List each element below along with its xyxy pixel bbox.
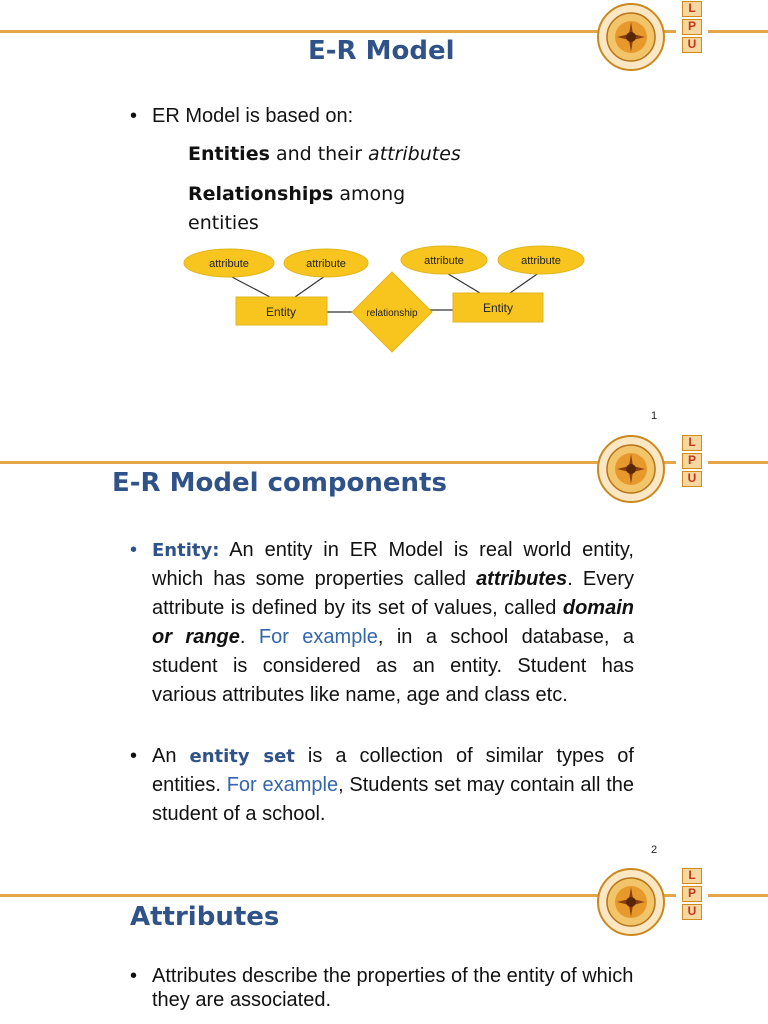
attribute-label: attribute	[306, 258, 346, 270]
header-rule-segment	[708, 30, 768, 33]
university-seal-icon	[596, 868, 666, 937]
body-text: , in a school database, a student is considered as an entity. Student has various attributes like name, age and class etc.	[152, 626, 634, 706]
sub-text: among	[333, 183, 406, 205]
body-text: .	[239, 626, 259, 648]
bullet-dot: •	[130, 539, 138, 561]
bullet-dot: •	[130, 745, 138, 767]
attribute-label: attribute	[424, 255, 464, 267]
body-text: . Every attribute is defined by its set of values, called	[152, 568, 634, 619]
relationship-label: relationship	[366, 308, 418, 319]
bullet-item-entity	[130, 536, 634, 710]
connector-line	[445, 272, 480, 293]
page-number: 1	[651, 410, 658, 422]
lpu-letter: L	[682, 868, 702, 884]
slide-title: Attributes	[130, 902, 280, 932]
connector-line	[295, 276, 325, 297]
attribute-label: attribute	[521, 255, 561, 267]
header-rule	[0, 30, 598, 33]
lpu-logo	[682, 868, 702, 922]
lpu-letter: P	[682, 19, 702, 35]
slide-title: E-R Model components	[112, 468, 447, 498]
header-rule-segment	[708, 894, 768, 897]
page-number: 2	[651, 844, 658, 856]
lpu-logo	[682, 1, 702, 55]
bullet-text: ER Model is based on:	[152, 105, 354, 127]
body-text: An	[152, 745, 190, 767]
sub-text: entities	[188, 212, 259, 234]
bullet-item	[130, 964, 652, 1012]
body-text: , Students set may contain all the student of a school.	[152, 774, 634, 825]
sub-bold: Entities	[188, 143, 270, 165]
sub-bold: Relationships	[188, 183, 334, 205]
bullet-dot: •	[130, 105, 138, 127]
body-text: is a collection of similar types of entities.	[152, 745, 634, 796]
entity-label: Entity	[482, 301, 514, 315]
body-text: An entity in ER Model is real world entity, which has some properties called	[152, 539, 634, 590]
bullet-dot: •	[130, 965, 138, 987]
keyword: Entity:	[152, 540, 220, 561]
slide-3	[0, 868, 768, 1024]
emphasis: domain or range	[152, 597, 634, 648]
slide-2	[0, 434, 768, 868]
entity-label: Entity	[265, 305, 297, 319]
slide-1	[0, 0, 768, 434]
sub-text: and their	[269, 143, 369, 165]
lpu-letter: P	[682, 886, 702, 902]
bullet-item-entity-set	[130, 742, 634, 829]
header-rule	[0, 461, 598, 464]
emphasis: attributes	[476, 568, 568, 590]
header-rule	[0, 894, 598, 897]
sub-point-entities	[188, 143, 461, 165]
body-text: Attributes describe the properties of the entity of which they are associated.	[152, 965, 634, 1011]
university-seal-icon	[596, 2, 666, 72]
connector-line	[510, 272, 540, 293]
lpu-letter: L	[682, 435, 702, 451]
lpu-letter: L	[682, 1, 702, 17]
university-seal-icon	[596, 434, 666, 504]
keyword: entity set	[189, 746, 295, 767]
bullet-item	[130, 102, 354, 131]
example-label: For example	[258, 626, 378, 648]
header-rule-segment	[708, 461, 768, 464]
sub-point-relationships	[188, 180, 405, 238]
lpu-letter: U	[682, 37, 702, 53]
slide-title: E-R Model	[308, 36, 455, 66]
er-diagram	[180, 240, 590, 355]
attribute-label: attribute	[209, 258, 249, 270]
lpu-letter: U	[682, 904, 702, 920]
lpu-letter: P	[682, 453, 702, 469]
lpu-logo	[682, 435, 702, 489]
sub-italic: attributes	[368, 143, 461, 165]
example-label: For example	[226, 774, 339, 796]
connector-line	[230, 276, 270, 297]
lpu-letter: U	[682, 471, 702, 487]
